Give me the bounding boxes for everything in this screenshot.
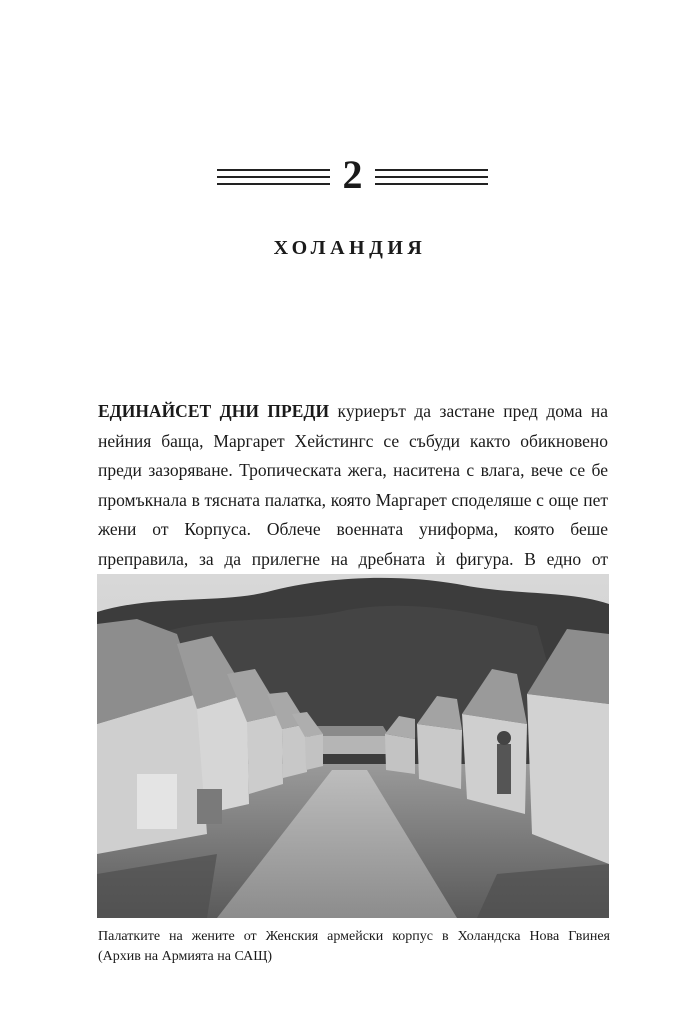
- chapter-rule-left: [217, 163, 330, 191]
- chapter-title: ХОЛАНДИЯ: [273, 237, 427, 259]
- caption-line-2: (Архив на Армията на САЩ): [98, 949, 273, 964]
- body-paragraph: [98, 397, 608, 604]
- body-text: куриерът да застане пред дома на нейния баща, Маргарет Хейстингс се събуди както обикновено преди зазоряване. Тропическата жега, наситена с влага, вече се бе промъкнала в тясната палатка, която Маргарет споделяше с още пет жени от Корпуса. Облече военната униформа, която беше преправила, за да прилегне на дребната ѝ фигура. В едно от: [98, 401, 608, 569]
- camp-photo: [97, 574, 609, 918]
- chapter-number: 2: [342, 152, 363, 197]
- lead-in-text: ЕДИНАЙСЕТ ДНИ ПРЕДИ: [98, 401, 330, 421]
- chapter-rule-right: [375, 163, 488, 191]
- caption-line-1: Палатките на жените от Женския армейски корпус в Холандска Нова Гвинея: [98, 929, 610, 944]
- photo-caption: [98, 927, 610, 967]
